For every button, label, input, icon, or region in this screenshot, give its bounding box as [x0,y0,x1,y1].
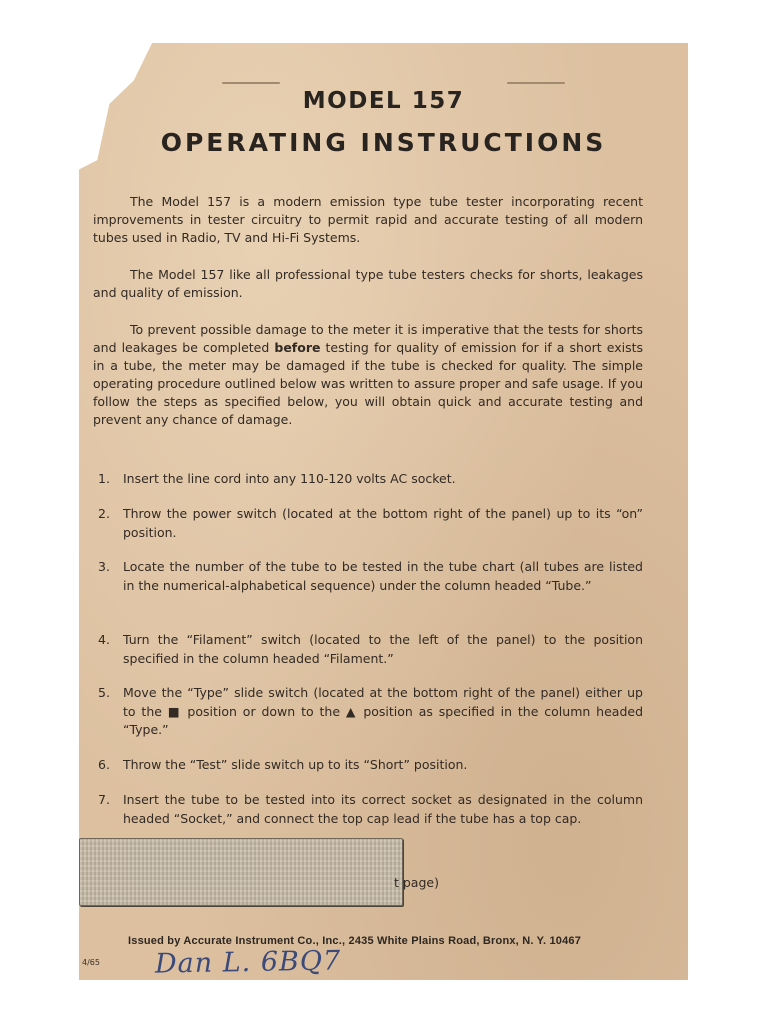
step-number: 1. [98,471,110,486]
step-text: Throw the “Test” slide switch up to its “Short” position. [123,757,468,772]
intro-text: The Model 157 is a modern emission type tube tester incorporating recent improvements in tester circuitry to permit rapid and accurate testing of all modern tubes used in Radio, TV and Hi-Fi Systems. [93,194,643,245]
warning-text-start: To prevent possible damage to the meter it is imperative that the tests for shorts and leakages be completed [93,322,643,355]
warning-text-end: testing for quality of emission for if a short exists in a tube, the meter may be damaged if the tube is checked for quality. The simple operating procedure outlined below was written to assure proper and safe usage. If you follow the steps as specified below, you will obtain quick and accurate testing and prevent any chance of damage. [93,340,643,427]
warning-emphasis: before [274,340,321,355]
step-number: 6. [98,757,110,772]
step-number: 3. [98,559,110,574]
step-text-part: Move the “Type” slide switch (located at the bottom right of the panel) either up to the [123,685,643,719]
handwritten-note: Dan L. 6BQ7 [154,945,342,980]
square-position-icon: ■ [167,703,182,719]
step-2 [98,505,643,542]
step-text: Insert the tube to be tested into its correct socket as designated in the column headed “Socket,” and connect the top cap lead if the tube has a top cap. [123,792,643,826]
step-text: Insert the line cord into any 110-120 volts AC socket. [123,471,456,486]
step-number: 5. [98,685,110,700]
step-text [123,684,643,740]
triangle-position-icon: ▲ [345,703,358,719]
step-1 [98,470,643,489]
continued-note: t page) [394,875,439,890]
staple-mark-left [222,82,280,84]
step-number: 2. [98,506,110,521]
step-text: Turn the “Filament” switch (located to the left of the panel) to the position specified in the column headed “Filament.” [123,632,643,666]
step-number: 4. [98,632,110,647]
adhesive-tape-patch [79,838,403,906]
step-3 [98,558,643,595]
checks-paragraph [93,266,643,302]
print-code: 4/65 [82,958,100,967]
staple-mark-right [507,82,565,84]
step-text: Locate the number of the tube to be tested in the tube chart (all tubes are listed in the numerical-alphabetical sequence) under the column headed “Tube.” [123,559,643,593]
step-text-part: position or down to the [181,703,346,719]
title-operating-instructions: OPERATING INSTRUCTIONS [160,128,607,157]
issuer-footer: Issued by Accurate Instrument Co., Inc., 2435 White Plains Road, Bronx, N. Y. 10467 [128,935,582,947]
step-4 [98,631,643,668]
warning-paragraph [93,321,643,429]
step-7 [98,791,643,828]
step-text: Throw the power switch (located at the bottom right of the panel) up to its “on” position. [123,506,643,540]
step-text-part: position as specified in the column headed “Type.” [123,703,643,737]
checks-text: The Model 157 like all professional type tube testers checks for shorts, leakages and quality of emission. [93,267,643,300]
title-model: MODEL 157 [302,88,465,114]
intro-paragraph [93,193,643,247]
step-number: 7. [98,792,110,807]
step-6 [98,756,643,775]
step-5 [98,684,643,740]
